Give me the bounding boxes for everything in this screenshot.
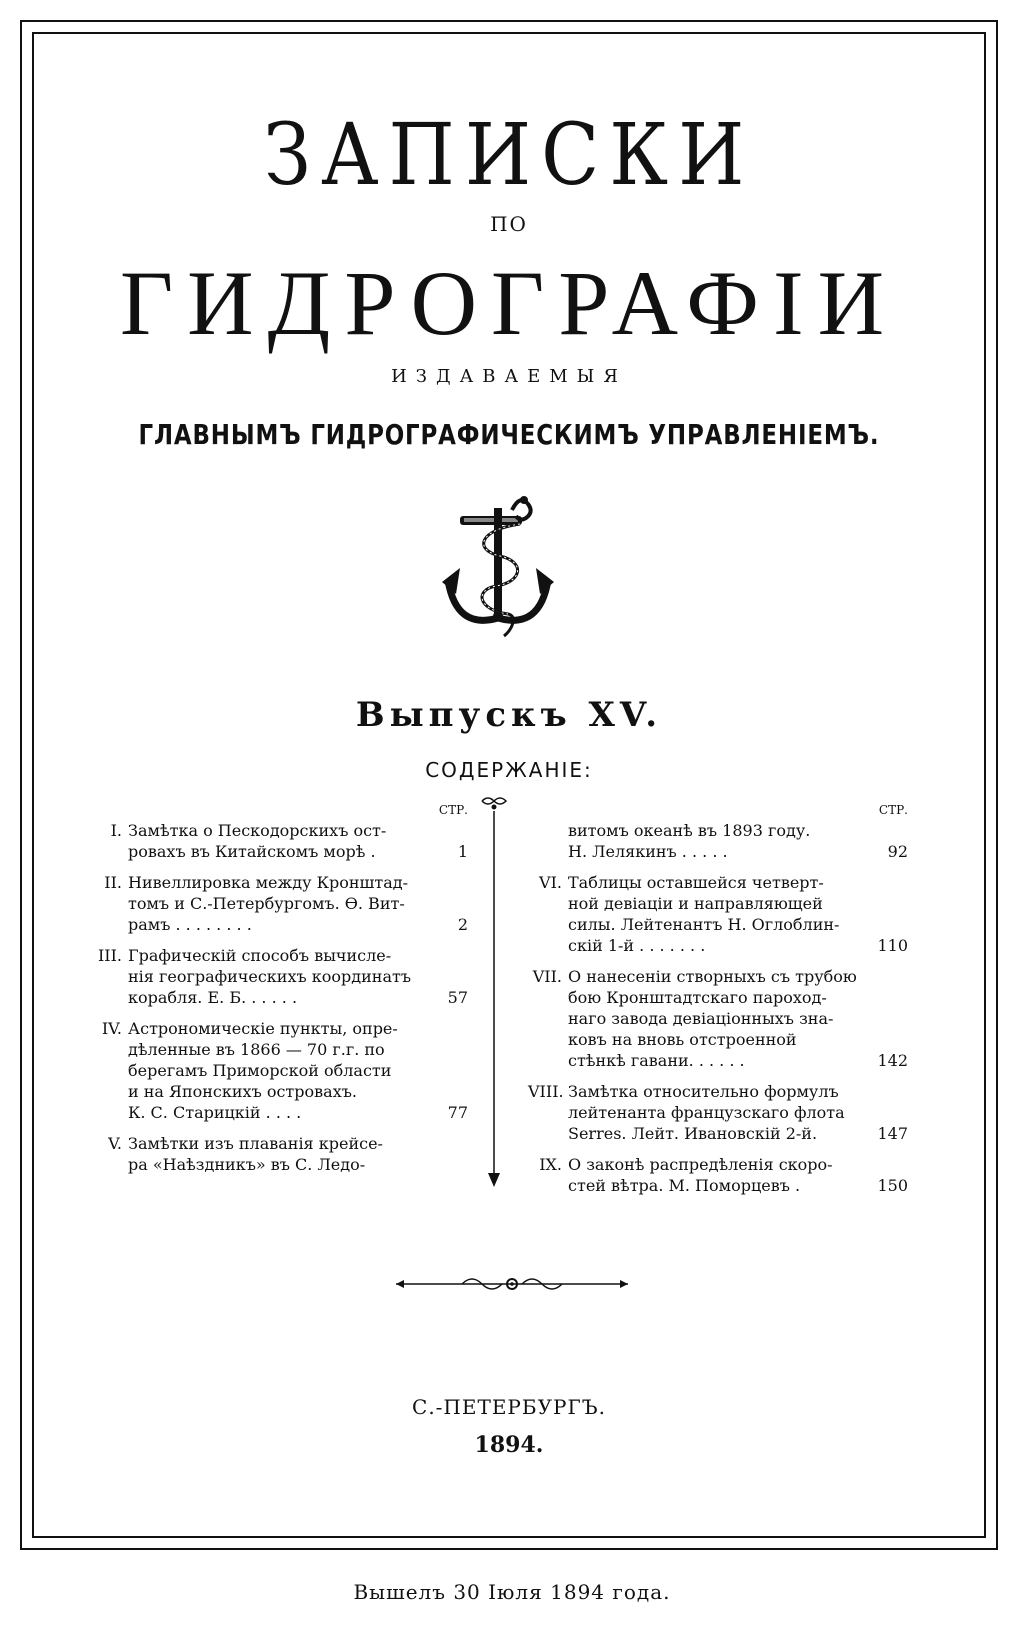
contents-entry: VI. Таблицы оставшейся четверт- ной девіаціи и направляющей силы. Лейтенантъ Н. Оглоблин- скій 1-й . . . . . . . 110 [539,873,908,955]
contents-entry: III. Графическій способъ вычисле- нія географическихъ координатъ корабля. Е. Б. . . . . . 57 [97,946,468,1007]
journal-title: ЗАПИСКИ [263,104,755,205]
journal-subject: ГИДРОГРАФІИ [119,252,899,354]
flourish-ornament [392,1273,632,1295]
imprint-year: 1894. [474,1432,544,1458]
contents-entry: I. Замѣтка о Пескодорскихъ ост- ровахъ въ Китайскомъ морѣ . 1 [110,821,468,861]
imprint-city: С.-ПЕТЕРБУРГЪ. [412,1395,606,1419]
page-column-label: СТР. [878,803,908,817]
page-column-label: СТР. [438,803,468,817]
anchor-emblem-icon [438,490,558,640]
contents-entry: VII. О нанесеніи створныхъ съ трубою бою Кронштадтскаго пароход- наго завода девіаціонныхъ зна- ковъ на вновь отстроенной стѣнкѣ гавани. . . . . . 142 [532,967,908,1070]
publisher-name: ГЛАВНЫМЪ ГИДРОГРАФИЧЕСКИМЪ УПРАВЛЕНІЕМЪ. [138,418,880,451]
contents-heading: СОДЕРЖАНІЕ: [425,758,593,782]
contents-entry-continuation: витомъ океанѣ въ 1893 году. Н. Лелякинъ . . . . . 92 [568,821,908,861]
contents-entry: IV. Астрономическіе пункты, опре- дѣленные въ 1866 — 70 г.г. по берегамъ Приморской области и на Японскихъ островахъ. К. С. Старицкій . . . . 77 [101,1019,468,1122]
column-divider-ornament [474,795,514,1195]
contents-entry: IX. О законѣ распредѣленія скоро- стей вѣтра. М. Поморцевъ . 150 [539,1155,908,1195]
issue-number: Выпускъ XV. [355,695,663,735]
release-date-note: Вышелъ 30 Іюля 1894 года. [353,1580,671,1604]
published-by: ИЗДАВАЕМЫЯ [391,366,627,387]
title-preposition: ПО [490,212,528,236]
contents-entry: VIII. Замѣтка относительно формулъ лейтенанта французскаго флота Serres. Лейт. Ивановскій 2-й. 147 [528,1082,908,1143]
contents-entry: II. Нивеллировка между Кронштад- томъ и С.-Петербургомъ. Ѳ. Вит- рамъ . . . . . . . . 2 [104,873,468,934]
contents-entry: V. Замѣтки изъ плаванія крейсе- ра «Наѣздникъ» въ С. Ледо- [108,1134,383,1174]
